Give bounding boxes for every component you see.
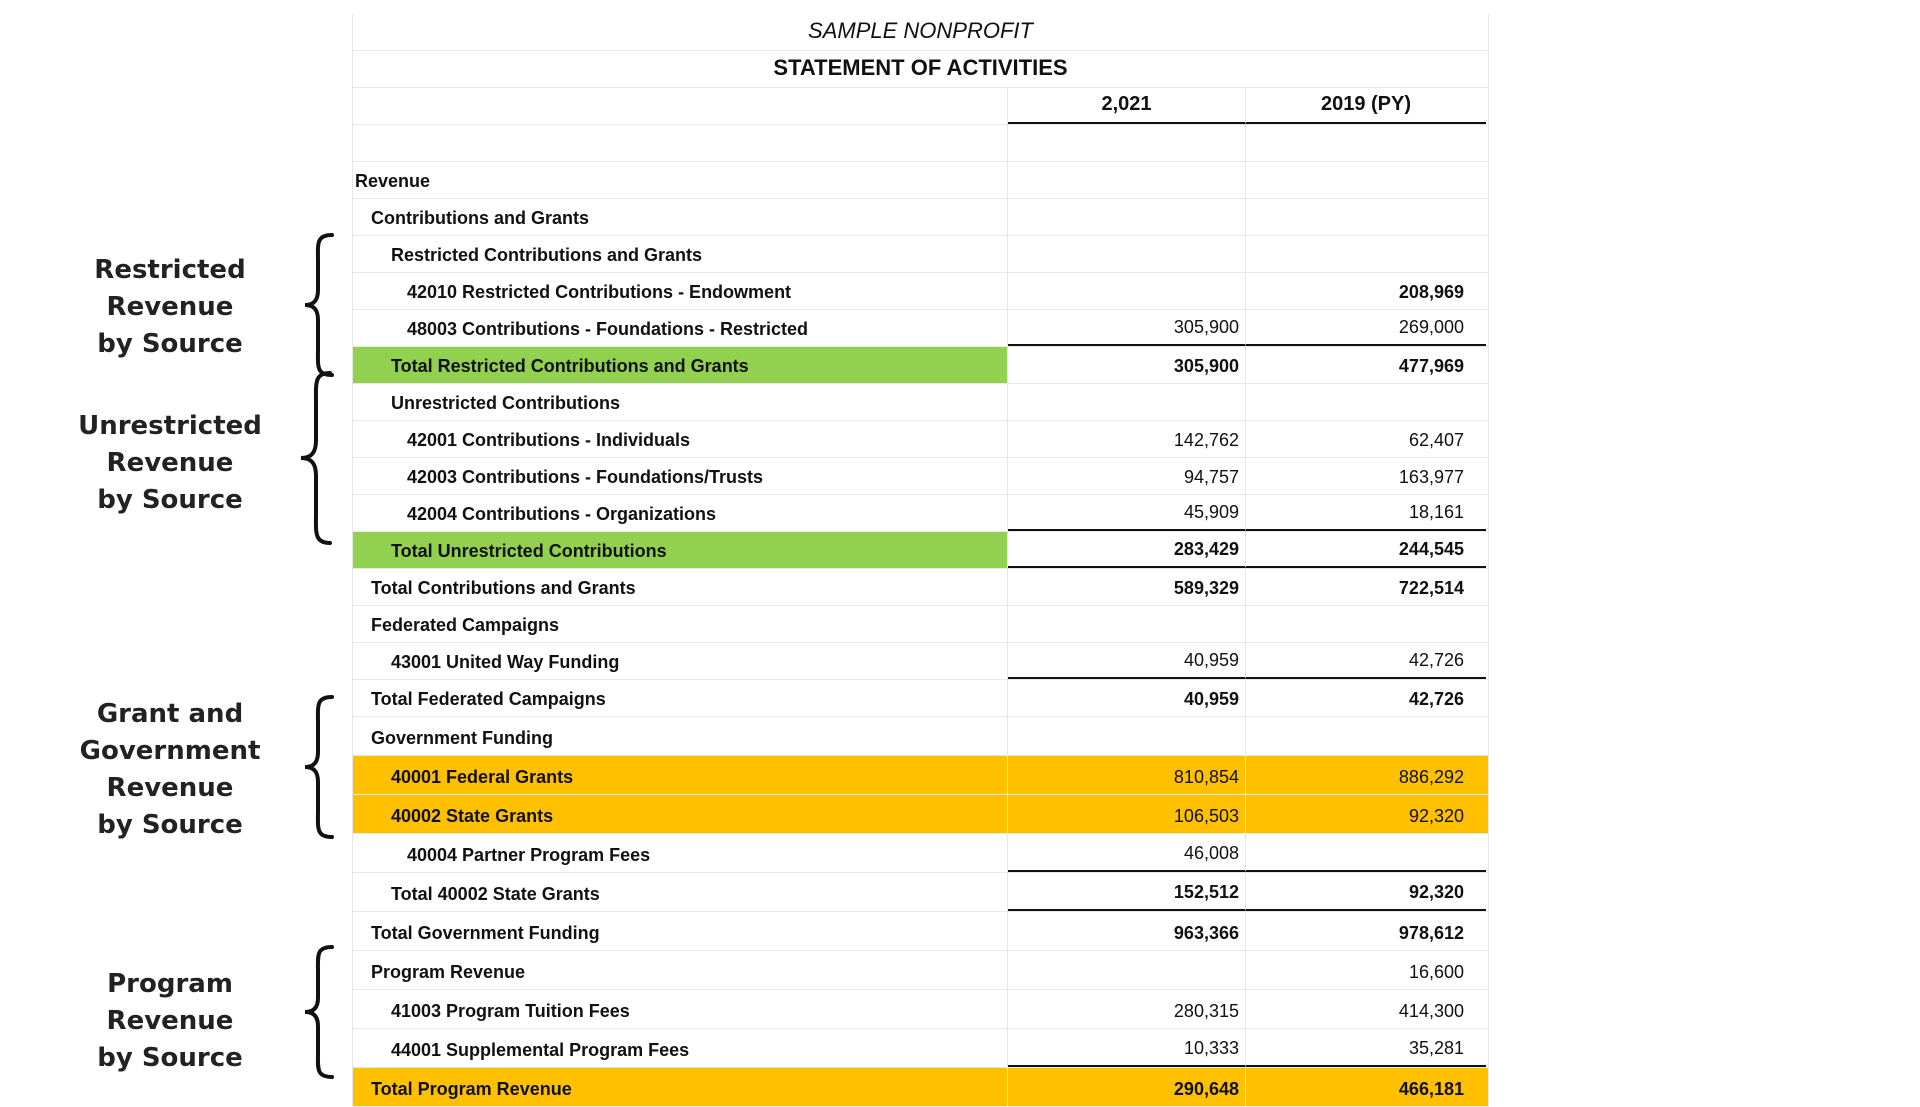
table-row: [353, 756, 1488, 795]
row-label: 44001 Supplemental Program Fees: [353, 1029, 1008, 1067]
value-prior-year: 722,514: [1398, 578, 1464, 598]
annotation-line: Unrestricted: [78, 411, 262, 441]
value-current-year: [1008, 717, 1246, 755]
brace-program-icon: [300, 944, 340, 1080]
value-prior-year: 269,000: [1246, 310, 1486, 346]
row-label: 43001 United Way Funding: [353, 643, 1008, 679]
table-row: [353, 273, 1488, 310]
table-row: [353, 643, 1488, 680]
annotation-line: by Source: [97, 329, 243, 359]
value-prior-year: 978,612: [1398, 923, 1464, 943]
annotation-line: by Source: [97, 810, 243, 840]
annotation-line: Revenue: [106, 448, 234, 478]
row-label: 40002 State Grants: [353, 795, 1008, 833]
table-row: [353, 310, 1488, 347]
value-prior-year: 42,726: [1408, 689, 1464, 709]
value-prior-year: [1246, 236, 1486, 272]
header-label-cell: [353, 88, 1008, 124]
row-label: Program Revenue: [353, 951, 1008, 989]
value-prior-year: [1246, 162, 1486, 198]
row-label: Total Program Revenue: [353, 1068, 1008, 1106]
annotation-government: [60, 696, 280, 844]
annotation-line: by Source: [97, 1043, 243, 1073]
header-current-year: 2,021: [1008, 88, 1246, 124]
row-label: Total Contributions and Grants: [353, 569, 1008, 605]
value-current-year: 40,959: [1008, 680, 1246, 716]
table-row: [353, 990, 1488, 1029]
value-current-year: 40,959: [1008, 643, 1246, 679]
row-label: 42001 Contributions - Individuals: [353, 421, 1008, 457]
table-row: [353, 680, 1488, 717]
annotation-line: Grant and: [96, 699, 244, 729]
value-current-year: [1008, 273, 1246, 309]
value-current-year: [1008, 384, 1246, 420]
annotation-line: Revenue: [106, 1006, 234, 1036]
row-label: Total Restricted Contributions and Grants: [353, 347, 1008, 383]
annotation-unrestricted: [60, 408, 280, 519]
header-prior-year: 2019 (PY): [1246, 88, 1486, 124]
value-current-year: [1008, 199, 1246, 235]
row-label: Government Funding: [353, 717, 1008, 755]
table-row: [353, 421, 1488, 458]
annotation-line: Revenue: [106, 773, 234, 803]
value-prior-year: 477,969: [1398, 356, 1464, 376]
value-current-year: [1008, 606, 1246, 642]
value-prior-year: 414,300: [1398, 1001, 1464, 1021]
table-row: [353, 1068, 1488, 1107]
annotation-restricted: [60, 252, 280, 363]
annotation-line: Government: [79, 736, 261, 766]
annotation-line: by Source: [97, 485, 243, 515]
value-prior-year: [1246, 834, 1486, 872]
row-label: Revenue: [353, 162, 1008, 198]
row-label: Total 40002 State Grants: [353, 873, 1008, 911]
table-row: [353, 834, 1488, 873]
brace-government-icon: [300, 694, 340, 840]
value-current-year: 106,503: [1008, 795, 1246, 833]
table-row: [353, 458, 1488, 495]
value-current-year: 94,757: [1008, 458, 1246, 494]
value-prior-year: [1246, 199, 1486, 235]
org-name-row: [353, 14, 1488, 51]
value-prior-year: 18,161: [1246, 495, 1486, 531]
table-row: [353, 951, 1488, 990]
table-row: [353, 236, 1488, 273]
row-label: 41003 Program Tuition Fees: [353, 990, 1008, 1028]
statement-title-row: [353, 51, 1488, 88]
empty-cell: [1008, 125, 1246, 161]
value-prior-year: 163,977: [1398, 467, 1464, 487]
value-prior-year: [1246, 384, 1486, 420]
value-prior-year: 92,320: [1408, 806, 1464, 826]
value-current-year: 810,854: [1008, 756, 1246, 794]
value-prior-year: 16,600: [1408, 962, 1464, 982]
annotation-line: Restricted: [94, 255, 246, 285]
table-row: [353, 199, 1488, 236]
table-row: [353, 532, 1488, 569]
annotation-line: Revenue: [106, 292, 234, 322]
value-current-year: 305,900: [1008, 347, 1246, 383]
value-prior-year: 208,969: [1398, 282, 1464, 302]
row-label: Federated Campaigns: [353, 606, 1008, 642]
row-label: Total Government Funding: [353, 912, 1008, 950]
column-header-row: [353, 88, 1488, 125]
value-prior-year: [1246, 717, 1486, 755]
value-current-year: 280,315: [1008, 990, 1246, 1028]
table-row: [353, 795, 1488, 834]
row-label: Contributions and Grants: [353, 199, 1008, 235]
value-current-year: [1008, 162, 1246, 198]
value-current-year: [1008, 236, 1246, 272]
org-name: SAMPLE NONPROFIT: [808, 18, 1033, 43]
table-row: [353, 384, 1488, 421]
value-prior-year: 466,181: [1398, 1079, 1464, 1099]
value-current-year: 283,429: [1008, 532, 1246, 568]
row-label: 40004 Partner Program Fees: [353, 834, 1008, 872]
row-label: Unrestricted Contributions: [353, 384, 1008, 420]
value-current-year: [1008, 951, 1246, 989]
row-label: 40001 Federal Grants: [353, 756, 1008, 794]
statement-title: STATEMENT OF ACTIVITIES: [773, 55, 1068, 80]
value-current-year: 589,329: [1008, 569, 1246, 605]
statement-sheet: [352, 14, 1489, 1107]
value-prior-year: 62,407: [1408, 430, 1464, 450]
value-current-year: 10,333: [1008, 1029, 1246, 1067]
value-prior-year: 35,281: [1246, 1029, 1486, 1067]
table-row: [353, 1029, 1488, 1068]
row-label: 48003 Contributions - Foundations - Restricted: [353, 310, 1008, 346]
value-prior-year: 244,545: [1246, 532, 1486, 568]
brace-restricted-icon: [300, 232, 340, 378]
value-current-year: 963,366: [1008, 912, 1246, 950]
row-label: Total Unrestricted Contributions: [353, 532, 1008, 568]
table-row: [353, 873, 1488, 912]
value-prior-year: 886,292: [1398, 767, 1464, 787]
value-current-year: 305,900: [1008, 310, 1246, 346]
statement-rows: [353, 162, 1488, 1107]
value-current-year: 290,648: [1008, 1068, 1246, 1106]
value-current-year: 46,008: [1008, 834, 1246, 872]
annotation-program: [60, 966, 280, 1077]
empty-cell: [353, 125, 1008, 161]
value-current-year: 142,762: [1008, 421, 1246, 457]
table-row: [353, 717, 1488, 756]
table-row: [353, 347, 1488, 384]
value-prior-year: 92,320: [1246, 873, 1486, 911]
table-row: [353, 162, 1488, 199]
value-prior-year: [1246, 606, 1486, 642]
row-label: Restricted Contributions and Grants: [353, 236, 1008, 272]
row-label: 42010 Restricted Contributions - Endowment: [353, 273, 1008, 309]
value-prior-year: 42,726: [1246, 643, 1486, 679]
table-row: [353, 606, 1488, 643]
row-label: Total Federated Campaigns: [353, 680, 1008, 716]
row-label: 42003 Contributions - Foundations/Trusts: [353, 458, 1008, 494]
table-row: [353, 495, 1488, 532]
empty-cell: [1246, 125, 1486, 161]
table-row: [353, 569, 1488, 606]
brace-unrestricted-icon: [296, 370, 336, 546]
annotation-line: Program: [107, 969, 233, 999]
row-label: 42004 Contributions - Organizations: [353, 495, 1008, 531]
table-row: [353, 912, 1488, 951]
value-current-year: 152,512: [1008, 873, 1246, 911]
value-current-year: 45,909: [1008, 495, 1246, 531]
spacer-row: [353, 125, 1488, 162]
